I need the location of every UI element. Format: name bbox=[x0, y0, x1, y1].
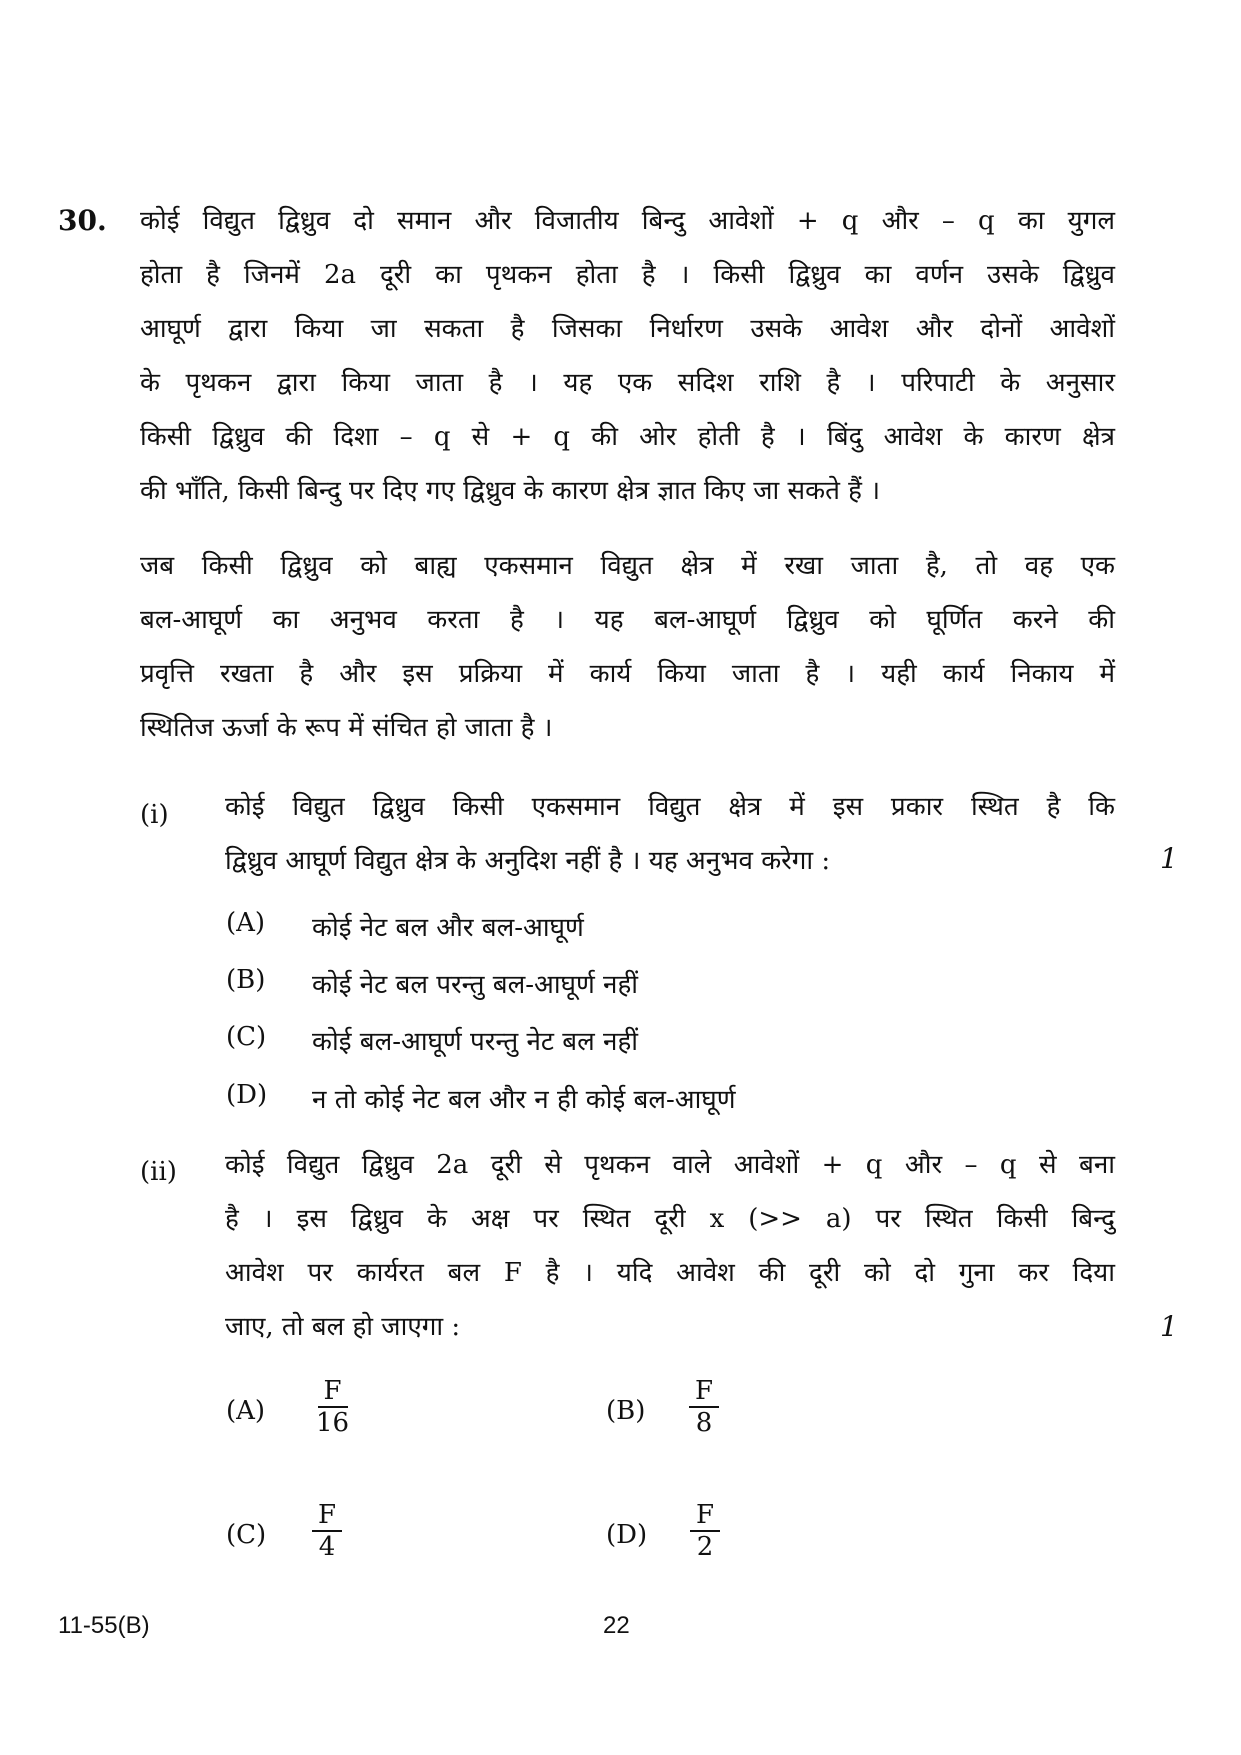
subquestion-line: आवेश पर कार्यरत बल F है । यदि आवेश की दूरी को दो गुना कर दिया bbox=[225, 1258, 1115, 1288]
paragraph-line: के पृथकन द्वारा किया जाता है । यह एक सदिश राशि है । परिपाटी के अनुसार bbox=[140, 368, 1115, 398]
subquestion-1-number: (i) bbox=[140, 800, 169, 830]
paragraph-line: कोई विद्युत द्विध्रुव दो समान और विजातीय बिन्दु आवेशों + q और – q का युगल bbox=[140, 206, 1115, 236]
fraction-denominator: 16 bbox=[316, 1408, 350, 1438]
option-label: (A) bbox=[226, 908, 266, 938]
paragraph-line: जब किसी द्विध्रुव को बाह्य एकसमान विद्युत क्षेत्र में रखा जाता है, तो वह एक bbox=[140, 551, 1115, 581]
fraction-f-over-2 bbox=[690, 1500, 720, 1562]
paragraph-line: स्थितिज ऊर्जा के रूप में संचित हो जाता है । bbox=[140, 713, 553, 743]
fraction-denominator: 4 bbox=[318, 1532, 336, 1562]
option-label: (B) bbox=[226, 965, 266, 995]
subquestion-2-number: (ii) bbox=[140, 1157, 177, 1187]
paragraph-line: किसी द्विध्रुव की दिशा – q से + q की ओर होती है । बिंदु आवेश के कारण क्षेत्र bbox=[140, 422, 1115, 452]
paragraph-line: आघूर्ण द्वारा किया जा सकता है जिसका निर्धारण उसके आवेश और दोनों आवेशों bbox=[140, 314, 1115, 344]
subquestion-line: जाए, तो बल हो जाएगा : bbox=[225, 1312, 461, 1342]
paragraph-line: होता है जिनमें 2a दूरी का पृथकन होता है । किसी द्विध्रुव का वर्णन उसके द्विध्रुव bbox=[140, 260, 1115, 290]
option-label: (D) bbox=[226, 1080, 268, 1110]
question-paragraph-1 bbox=[140, 194, 1115, 518]
fraction-f-over-4 bbox=[312, 1500, 342, 1562]
option-label: (D) bbox=[606, 1520, 648, 1550]
subquestion-line: कोई विद्युत द्विध्रुव 2a दूरी से पृथकन वाले आवेशों + q और – q से बना bbox=[225, 1150, 1115, 1180]
option-text: कोई नेट बल और बल-आघूर्ण bbox=[312, 913, 584, 943]
fraction-denominator: 8 bbox=[695, 1408, 713, 1438]
option-label: (C) bbox=[226, 1022, 267, 1052]
paragraph-line: प्रवृत्ति रखता है और इस प्रक्रिया में कार्य किया जाता है । यही कार्य निकाय में bbox=[140, 659, 1115, 689]
fraction-f-over-8 bbox=[689, 1376, 719, 1438]
subquestion-1-text bbox=[225, 780, 1115, 888]
question-number: 30. bbox=[58, 204, 107, 237]
page-number: 22 bbox=[603, 1612, 630, 1639]
subquestion-line: द्विध्रुव आघूर्ण विद्युत क्षेत्र के अनुदिश नहीं है । यह अनुभव करेगा : bbox=[225, 846, 831, 876]
fraction-f-over-16 bbox=[310, 1376, 355, 1438]
option-text: कोई बल-आघूर्ण परन्तु नेट बल नहीं bbox=[312, 1027, 638, 1057]
fraction-denominator: 2 bbox=[696, 1532, 714, 1562]
paper-code: 11-55(B) bbox=[58, 1612, 150, 1639]
question-paragraph-2 bbox=[140, 539, 1115, 755]
subquestion-2-text bbox=[225, 1138, 1115, 1354]
fraction-numerator: F bbox=[689, 1376, 719, 1408]
subquestion-2-marks: 1 bbox=[1160, 1310, 1178, 1343]
paragraph-line: बल-आघूर्ण का अनुभव करता है । यह बल-आघूर्ण द्विध्रुव को घूर्णित करने की bbox=[140, 605, 1115, 635]
subquestion-line: है । इस द्विध्रुव के अक्ष पर स्थित दूरी x (>> a) पर स्थित किसी बिन्दु bbox=[225, 1204, 1115, 1234]
option-text: कोई नेट बल परन्तु बल-आघूर्ण नहीं bbox=[312, 970, 638, 1000]
subquestion-1-marks: 1 bbox=[1160, 842, 1178, 875]
option-label: (A) bbox=[226, 1396, 266, 1426]
subquestion-line: कोई विद्युत द्विध्रुव किसी एकसमान विद्युत क्षेत्र में इस प्रकार स्थित है कि bbox=[225, 792, 1115, 822]
option-text: न तो कोई नेट बल और न ही कोई बल-आघूर्ण bbox=[312, 1085, 736, 1115]
paragraph-line: की भाँति, किसी बिन्दु पर दिए गए द्विध्रुव के कारण क्षेत्र ज्ञात किए जा सकते हैं । bbox=[140, 476, 881, 506]
fraction-numerator: F bbox=[318, 1376, 348, 1408]
option-label: (C) bbox=[226, 1520, 267, 1550]
option-label: (B) bbox=[606, 1396, 646, 1426]
fraction-numerator: F bbox=[690, 1500, 720, 1532]
fraction-numerator: F bbox=[312, 1500, 342, 1532]
